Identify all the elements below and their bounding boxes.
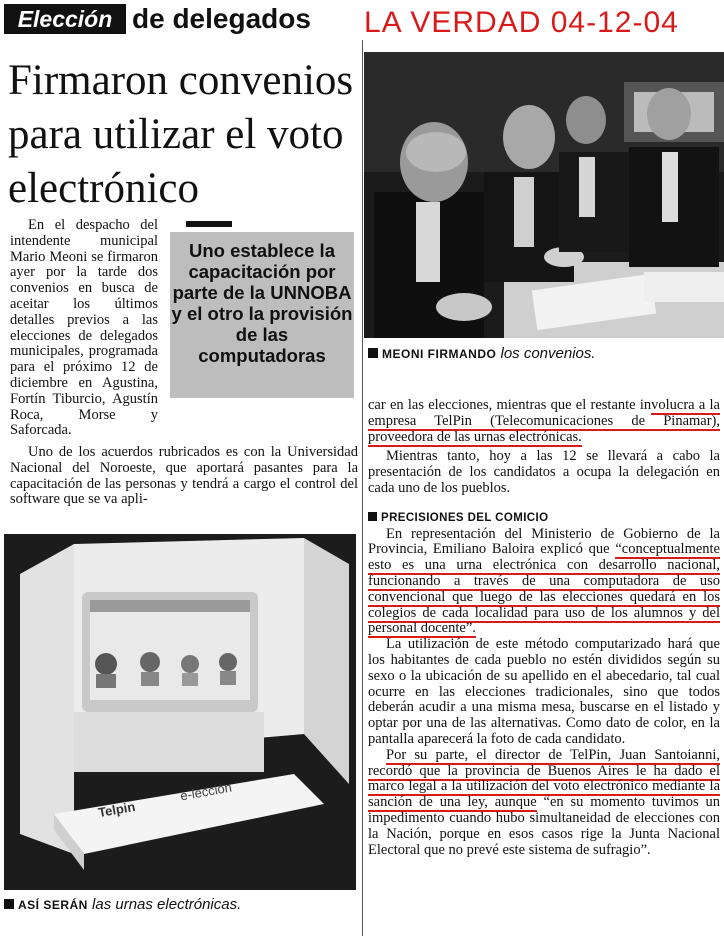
- newspaper-date-stamp: LA VERDAD 04-12-04: [364, 6, 679, 39]
- continuation-part-a: car en las elecciones, mientras que el restante in: [368, 397, 652, 413]
- pull-quote: Uno establece la capacitación por parte de la UNNOBA y el otro la provisión de las computadoras: [170, 232, 354, 398]
- ballot-box-brand: Telpin: [96, 798, 137, 821]
- pull-quote-bar: [186, 221, 232, 227]
- section-kicker-text: de delegados: [132, 3, 311, 34]
- caption-square-icon: [4, 899, 14, 909]
- caption-square-icon: [368, 348, 378, 358]
- photo-ballot-box-caption: [4, 896, 241, 914]
- section-kicker-box: Elección: [4, 4, 126, 34]
- lead-column: [10, 218, 158, 439]
- photo-ballot-box-image: [4, 534, 356, 890]
- right-column: [368, 398, 720, 858]
- second-paragraph-block: [10, 445, 358, 508]
- subhead-text: PRECISIONES DEL COMICIO: [381, 511, 549, 524]
- paragraph-baloira: [368, 527, 720, 638]
- column-separator: [362, 40, 363, 936]
- headline: Firmaron convenios para utilizar el voto electrónico: [8, 57, 354, 212]
- photo-signing-caption: [368, 345, 596, 363]
- santoianni-underlined: Por su parte, el director de TelPin, Juan Santoianni, recordó que la provincia de Buenos Aires le ha dado el marco legal a la utilización del voto electrónico mediante la sanción de una ley, aunque: [368, 746, 720, 811]
- baloira-quote-underlined: “conceptualmente esto es una urna electrónica con desarrollo nacional, funcionando a través de una computadora de uso convencional que luego de las elecciones quedará en los colegios de cada localidad para uso de los alumnos y del personal docente”.: [368, 541, 720, 637]
- caption-rest: las urnas electrónicas.: [92, 896, 242, 913]
- subhead-square-icon: [368, 512, 377, 521]
- caption-lead: MEONI FIRMANDO: [382, 347, 497, 361]
- second-paragraph: Uno de los acuerdos rubricados es con la Universidad Nacional del Noroeste, que aportará pasantes para la capacitación de las personas y tendrá a cargo el control del software que se va apli-: [10, 444, 358, 508]
- paragraph-santoianni: [368, 748, 720, 859]
- photo-signing: [364, 52, 724, 338]
- subhead-precisiones: [368, 511, 720, 527]
- caption-rest: los convenios.: [500, 345, 596, 362]
- paragraph-presentation: Mientras tanto, hoy a las 12 se llevará a cabo la presentación de los candidatos a ocupa la delegación en cada uno de los pueblos.: [368, 448, 720, 496]
- caption-lead: ASÍ SERÁN: [18, 898, 88, 912]
- paragraph-method: La utilización de este método computarizado hará que los habitantes de cada pueblo no estén divididos según su sexo o la ubicación de su apellido en el abecedario, tal cual ocurre en las elecciones tradicionales, sino que todos deberán acudir a una misma mesa, buscarse en el listado y optar por una de las alternativas. Como dato de color, en la pantalla aparecerá la foto de cada candidato.: [368, 636, 720, 747]
- continuation-part-b-underlined: volucra a la empresa TelPin (Telecomunicaciones de Pinamar), proveedora de las urnas electrónicas.: [368, 397, 720, 445]
- santoianni-quote: “en su momento tuvimos un impedimento cuando hubo simultaneidad de elecciones con la Nación, porque en esos casos rige la Junta Nacional Electoral que no prevé este sistema de sufragio”.: [368, 794, 721, 858]
- continuation-paragraph: [368, 398, 720, 445]
- photo-signing-image: [364, 52, 724, 338]
- ballot-box-product: e-lección: [179, 779, 233, 804]
- baloira-intro: En representación del Ministerio de Gobierno de la Provincia, Emiliano Baloira explicó que: [368, 525, 720, 558]
- photo-ballot-box: [4, 534, 356, 890]
- lead-paragraph: En el despacho del intendente municipal Mario Meoni se firmaron ayer por la tarde dos convenios en busca de aceitar los últimos detalles previos a las elecciones de delegados municipales, programada para el próximo 12 de diciembre en Agustina, Fortín Tiburcio, Agustín Roca, Morse y Saforcada.: [10, 217, 158, 439]
